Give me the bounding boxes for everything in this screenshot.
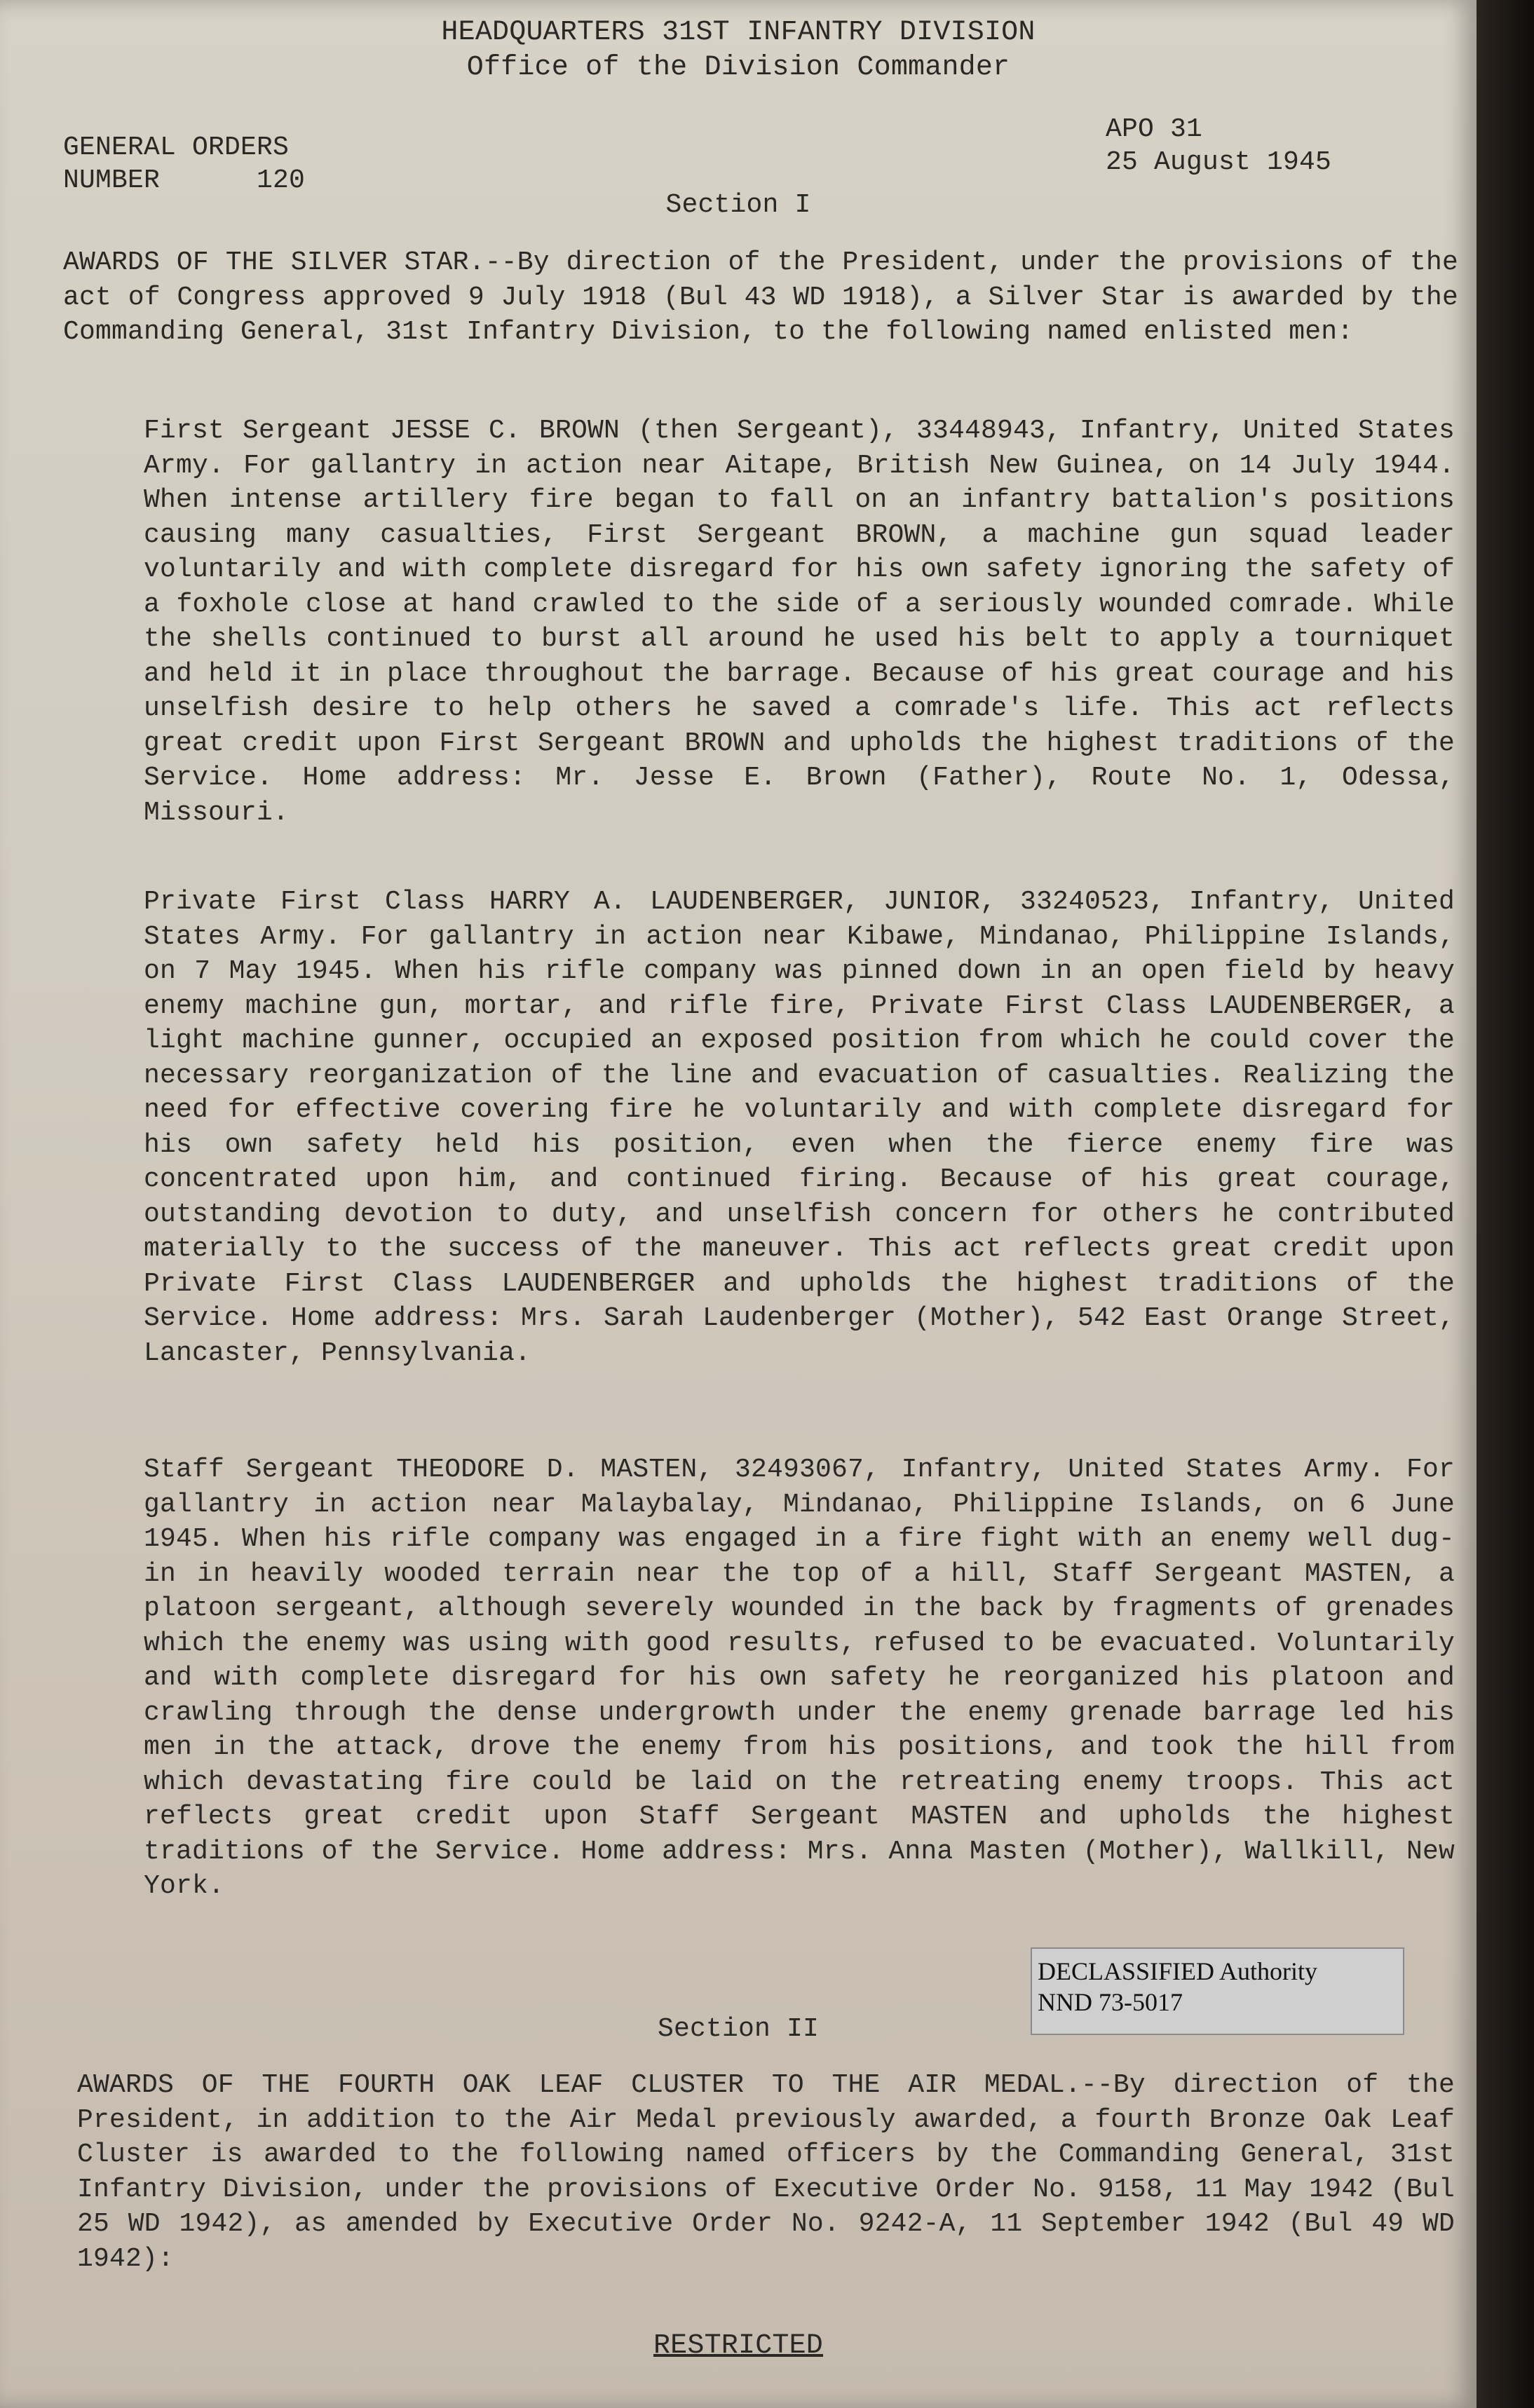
citation-brown: First Sergeant JESSE C. BROWN (then Sergeant), 33448943, Infantry, United States Army. For gallantry in action near Aitape, British New Guinea, on 14 July 1944. When intense artillery fire began to fall on an infantry battalion's positions causing many casualties, First Sergeant BROWN, a machine gun squad leader voluntarily and with complete disregard for his own safety ignoring the safety of a foxhole close at hand crawled to the side of a seriously wounded comrade. While the shells continued to burst all around he used his belt to apply a tourniquet and held it in place throughout the barrage. Because of his great courage and his unselfish desire to help others he saved a comrade's life. This act reflects great credit upon First Sergeant BROWN and upholds the highest traditions of the Service. Home address: Mr. Jesse E. Brown (Father), Route No. 1, Odessa, Missouri.: [144, 416, 1455, 828]
declassified-authority: DECLASSIFIED Authority: [1038, 1957, 1318, 1985]
headquarters-heading: HEADQUARTERS 31ST INFANTRY DIVISION: [441, 17, 1036, 48]
section-2-title: Section II: [657, 2014, 820, 2044]
section-1-title: Section I: [665, 190, 811, 220]
apo-number: APO 31: [1106, 114, 1203, 144]
declassified-nnd: NND 73-5017: [1038, 1988, 1183, 2016]
citation-masten: Staff Sergeant THEODORE D. MASTEN, 32493067, Infantry, United States Army. For gallantry in action near Malaybalay, Mindanao, Philippine Islands, on 6 June 1945. When his rifle company was engaged in a fire fight with an enemy well dug-in in heavily wooded terrain near the top of a hill, Staff Sergeant MASTEN, a platoon sergeant, although severely wounded in the back by fragments of grenades which the enemy was using with good results, refused to be evacuated. Voluntarily and with complete disregard for his own safety he reorganized his platoon and crawling through the dense undergrowth under the enemy grenade barrage led his men in the attack, drove the enemy from his positions, and took the hill from which devastating fire could be laid on the retreating enemy troops. This act reflects great credit upon Staff Sergeant MASTEN and upholds the highest traditions of the Service. Home address: Mrs. Anna Masten (Mother), Wallkill, New York.: [144, 1455, 1455, 1901]
order-date: 25 August 1945: [1106, 147, 1332, 177]
citation-laudenberger: Private First Class HARRY A. LAUDENBERGER, JUNIOR, 33240523, Infantry, United States Army. For gallantry in action near Kibawe, Mindanao, Philippine Islands, on 7 May 1945. When his rifle company was pinned down in an open field by heavy enemy machine gun, mortar, and rifle fire, Private First Class LAUDENBERGER, a light machine gunner, occupied an exposed position from which he could cover the necessary reorganization of the line and evacuation of casualties. Realizing the need for effective covering fire he voluntarily and with complete disregard for his own safety held his position, even when the fierce enemy fire was concentrated upon him, and continued firing. Because of his great courage, outstanding devotion to duty, and unselfish concern for others he contributed materially to the success of the maneuver. This act reflects great credit upon Private First Class LAUDENBERGER and upholds the highest traditions of the Service. Home address: Mrs. Sarah Laudenberger (Mother), 542 East Orange Street, Lancaster, Pennsylvania.: [144, 887, 1455, 1368]
general-orders-label: GENERAL ORDERS: [63, 132, 290, 163]
section-2-intro: AWARDS OF THE FOURTH OAK LEAF CLUSTER TO THE AIR MEDAL.--By direction of the President, in addition to the Air Medal previously awarded, a fourth Bronze Oak Leaf Cluster is awarded to the following named officers by the Commanding General, 31st Infantry Division, under the provisions of Executive Order No. 9158, 11 May 1942 (Bul 25 WD 1942), as amended by Executive Order No. 9242-A, 11 September 1942 (Bul 49 WD 1942):: [77, 2070, 1455, 2274]
section-1-intro: AWARDS OF THE SILVER STAR.--By direction of the President, under the provisions of the act of Congress approved 9 July 1918 (Bul 43 WD 1918), a Silver Star is awarded by the Commanding General, 31st Infantry Division, to the following named enlisted men:: [63, 247, 1458, 347]
office-subheading: Office of the Division Commander: [466, 52, 1010, 83]
order-number: NUMBER 120: [63, 165, 306, 196]
page-edge-shadow: [1477, 0, 1534, 2408]
classification-marking: RESTRICTED: [653, 2330, 824, 2362]
